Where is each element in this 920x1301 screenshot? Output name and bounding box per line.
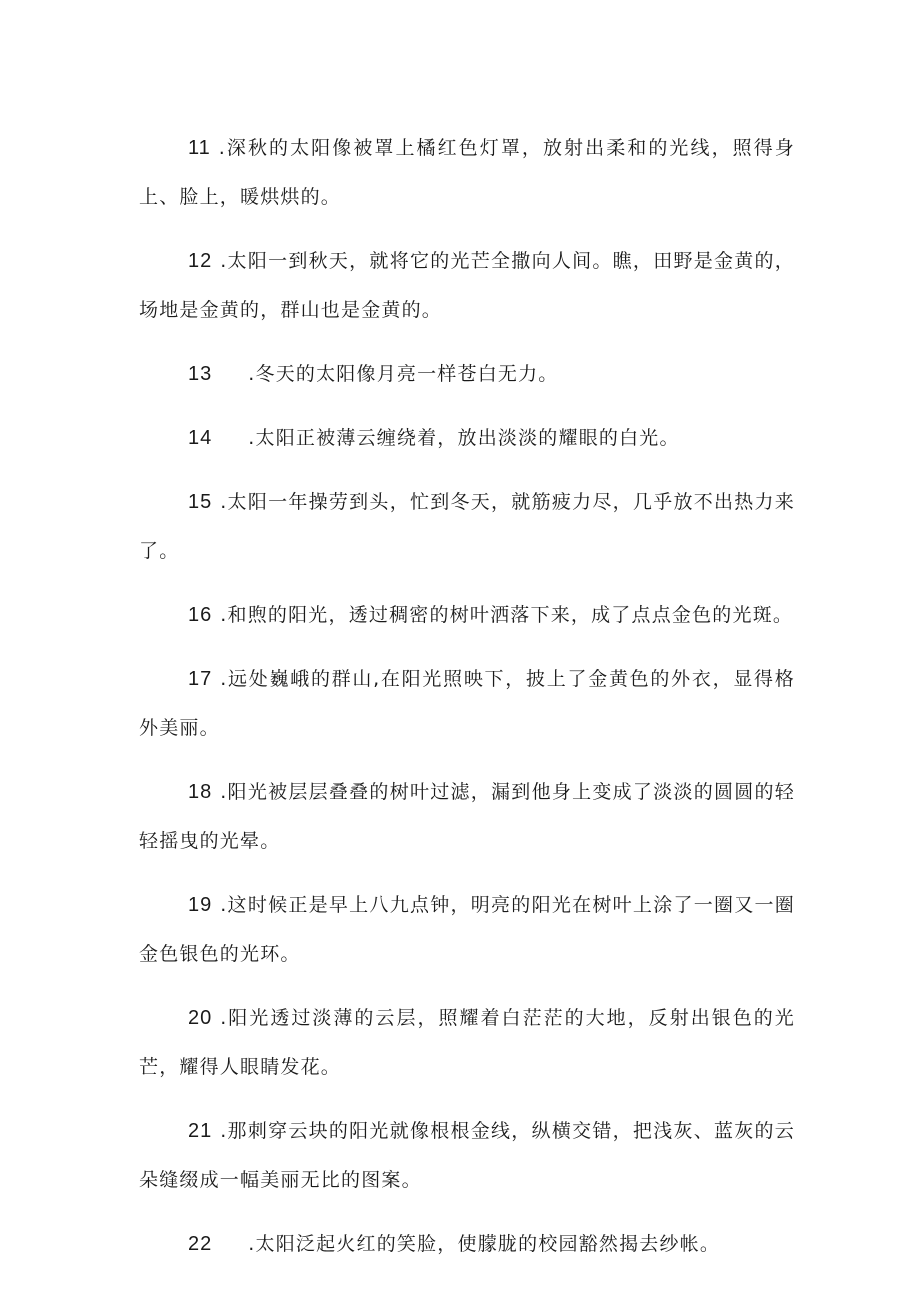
item-number: 18 (188, 781, 213, 803)
item-text: .和煦的阳光，透过稠密的树叶洒落下来，成了点点金色的光斑。 (220, 604, 794, 626)
item-text: .远处巍峨的群山,在阳光照映下，披上了金黄色的外衣，显得格外美丽。 (139, 668, 795, 739)
list-item-13 (139, 350, 795, 399)
document-content (139, 124, 795, 1284)
item-text: .阳光被层层叠叠的树叶过滤，漏到他身上变成了淡淡的圆圆的轻轻摇曳的光晕。 (139, 781, 795, 852)
item-number: 17 (188, 668, 213, 690)
item-number: 20 (188, 1007, 213, 1029)
list-item-14 (139, 414, 795, 463)
item-text: .太阳正被薄云缠绕着，放出淡淡的耀眼的白光。 (248, 427, 680, 449)
item-text: .太阳泛起火红的笑脸，使朦胧的校园豁然揭去纱帐。 (248, 1233, 721, 1255)
list-item-21 (139, 1107, 795, 1205)
item-number: 22 (188, 1233, 213, 1255)
item-text: .深秋的太阳像被罩上橘红色灯罩，放射出柔和的光线，照得身上、脸上，暖烘烘的。 (139, 137, 795, 208)
item-text: .太阳一年操劳到头，忙到冬天，就筋疲力尽，几乎放不出热力来了。 (139, 491, 795, 562)
item-number: 15 (188, 491, 213, 513)
list-item-15 (139, 478, 795, 576)
item-number: 12 (188, 250, 213, 272)
list-item-11 (139, 124, 795, 222)
list-item-19 (139, 881, 795, 979)
item-text: .那刺穿云块的阳光就像根根金线，纵横交错，把浅灰、蓝灰的云朵缝缀成一幅美丽无比的图案。 (139, 1120, 795, 1191)
item-number: 19 (188, 894, 213, 916)
list-item-12 (139, 237, 795, 335)
list-item-22 (139, 1220, 795, 1269)
list-item-17 (139, 655, 795, 753)
item-text: .这时候正是早上八九点钟，明亮的阳光在树叶上涂了一圈又一圈金色银色的光环。 (139, 894, 795, 965)
item-text: .阳光透过淡薄的云层，照耀着白茫茫的大地，反射出银色的光芒，耀得人眼睛发花。 (139, 1007, 795, 1078)
item-number: 16 (188, 604, 213, 626)
item-number: 21 (188, 1120, 213, 1142)
list-item-18 (139, 768, 795, 866)
item-text: .冬天的太阳像月亮一样苍白无力。 (248, 363, 559, 385)
item-number: 14 (188, 427, 213, 449)
list-item-20 (139, 994, 795, 1092)
item-number: 11 (188, 137, 211, 159)
item-number: 13 (188, 363, 213, 385)
item-text: .太阳一到秋天，就将它的光芒全撒向人间。瞧，田野是金黄的，场地是金黄的，群山也是金黄的。 (139, 250, 795, 321)
list-item-16 (139, 591, 795, 640)
